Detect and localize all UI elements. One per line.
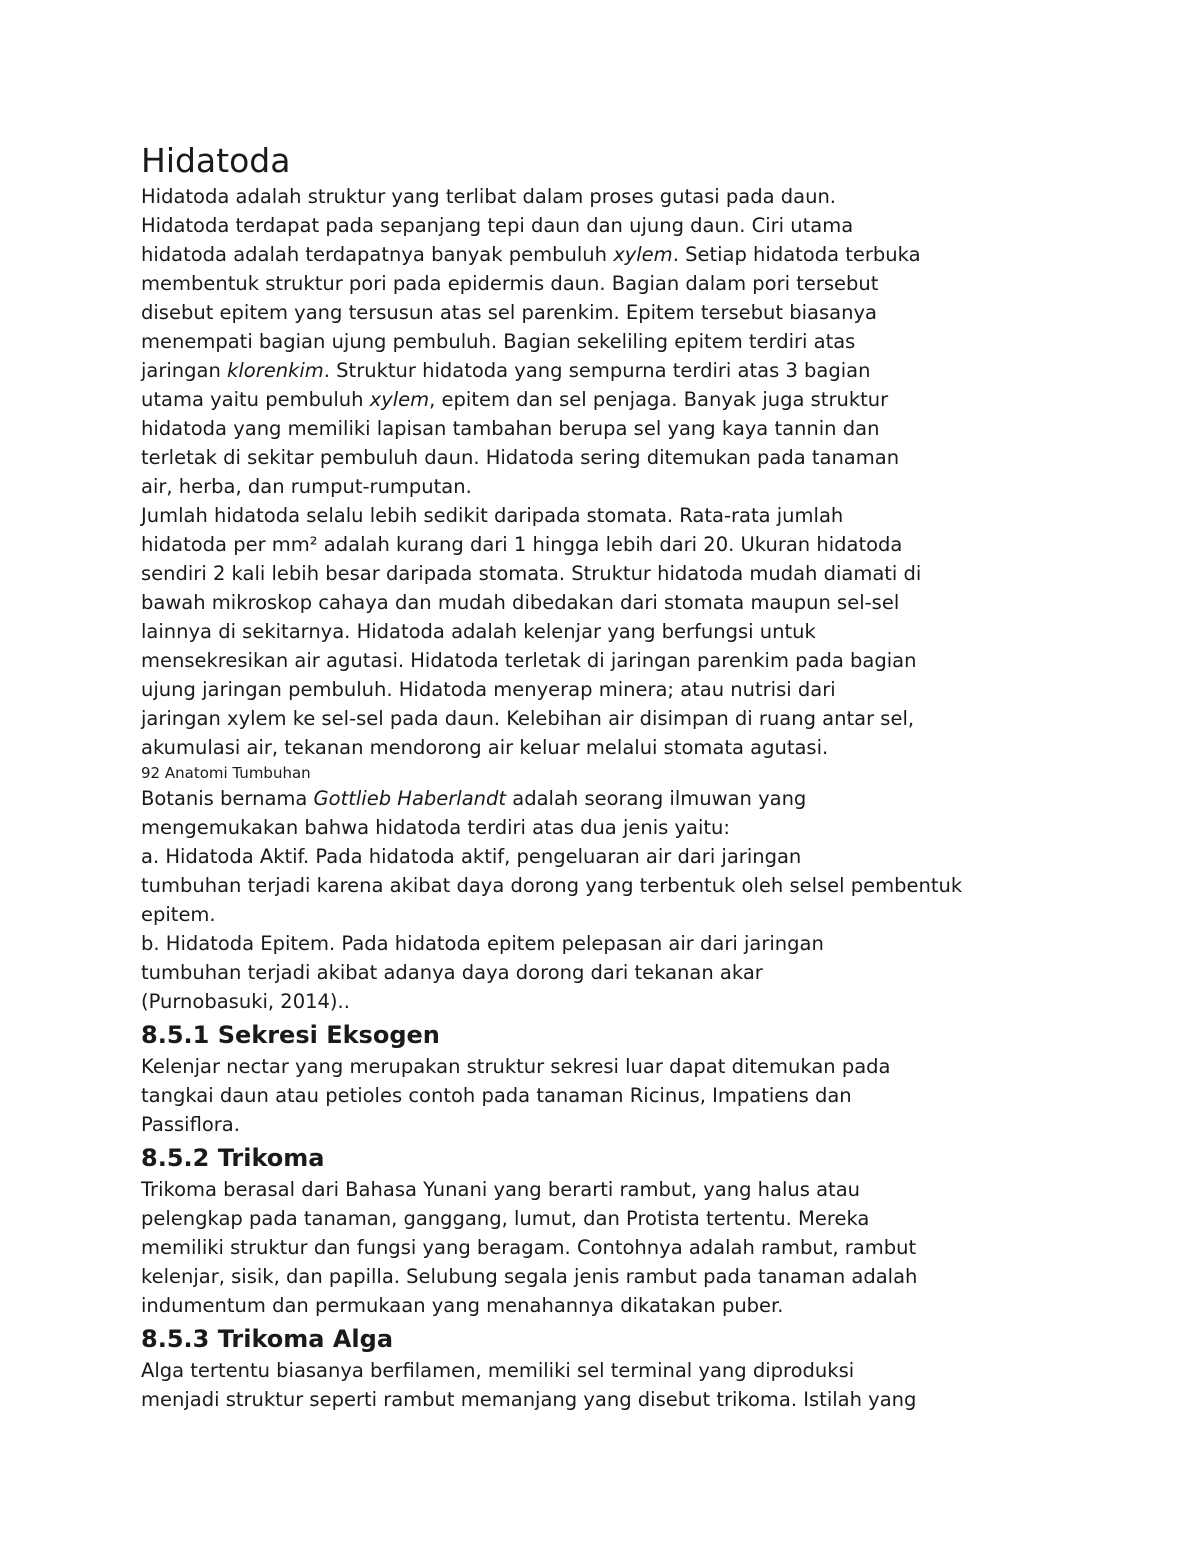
text-line: Botanis bernama Gottlieb Haberlandt adalah seorang ilmuwan yang — [141, 787, 807, 810]
section-heading: 8.5.3 Trikoma Alga — [141, 1325, 394, 1353]
text-line: mengemukakan bahwa hidatoda terdiri atas dua jenis yaitu: — [141, 816, 730, 839]
text-line: (Purnobasuki, 2014).. — [141, 990, 350, 1013]
italic-term: xylem — [369, 388, 430, 411]
section-heading: 8.5.1 Sekresi Eksogen — [141, 1021, 440, 1049]
text-line: menjadi struktur seperti rambut memanjang yang disebut trikoma. Istilah yang — [141, 1388, 917, 1411]
text-line: hidatoda adalah terdapatnya banyak pembuluh xylem. Setiap hidatoda terbuka — [141, 243, 921, 266]
text-line: Hidatoda adalah struktur yang terlibat dalam proses gutasi pada daun. — [141, 185, 837, 208]
text-line: menempati bagian ujung pembuluh. Bagian sekeliling epitem terdiri atas — [141, 330, 856, 353]
text-line: kelenjar, sisik, dan papilla. Selubung segala jenis rambut pada tanaman adalah — [141, 1265, 918, 1288]
italic-term: Gottlieb Haberlandt — [313, 787, 507, 810]
text-line: ujung jaringan pembuluh. Hidatoda menyerap minera; atau nutrisi dari — [141, 678, 836, 701]
document-page — [141, 140, 1061, 1414]
text-line: disebut epitem yang tersusun atas sel parenkim. Epitem tersebut biasanya — [141, 301, 877, 324]
section-trikoma — [141, 1141, 1061, 1320]
text-line: terletak di sekitar pembuluh daun. Hidatoda sering ditemukan pada tanaman — [141, 446, 900, 469]
text-line: hidatoda yang memiliki lapisan tambahan berupa sel yang kaya tannin dan — [141, 417, 880, 440]
paragraph-hidatoda-types — [141, 784, 1061, 1016]
italic-term: klorenkim — [227, 359, 324, 382]
text-line: epitem. — [141, 903, 216, 926]
text-line: jaringan xylem ke sel-sel pada daun. Kelebihan air disimpan di ruang antar sel, — [141, 707, 915, 730]
text-line: jaringan klorenkim. Struktur hidatoda yang sempurna terdiri atas 3 bagian — [141, 359, 871, 382]
running-footer: 92 Anatomi Tumbuhan — [141, 764, 311, 782]
text-line: Jumlah hidatoda selalu lebih sedikit daripada stomata. Rata-rata jumlah — [141, 504, 844, 527]
italic-term: xylem — [613, 243, 673, 266]
text-line: Trikoma berasal dari Bahasa Yunani yang berarti rambut, yang halus atau — [141, 1178, 860, 1201]
text-line: membentuk struktur pori pada epidermis daun. Bagian dalam pori tersebut — [141, 272, 879, 295]
text-line: indumentum dan permukaan yang menahannya dikatakan puber. — [141, 1294, 784, 1317]
section-trikoma-alga — [141, 1322, 1061, 1414]
text-line: b. Hidatoda Epitem. Pada hidatoda epitem pelepasan air dari jaringan — [141, 932, 824, 955]
text-line: tumbuhan terjadi karena akibat daya dorong yang terbentuk oleh selsel pembentuk — [141, 874, 963, 897]
text-line: memiliki struktur dan fungsi yang beragam. Contohnya adalah rambut, rambut — [141, 1236, 917, 1259]
text-line: Passiflora. — [141, 1113, 240, 1136]
text-line: Alga tertentu biasanya berfilamen, memiliki sel terminal yang diproduksi — [141, 1359, 855, 1382]
text-line: akumulasi air, tekanan mendorong air keluar melalui stomata agutasi. — [141, 736, 829, 759]
section-sekresi-eksogen — [141, 1018, 1061, 1139]
text-line: sendiri 2 kali lebih besar daripada stomata. Struktur hidatoda mudah diamati di — [141, 562, 922, 585]
text-line: tumbuhan terjadi akibat adanya daya dorong dari tekanan akar — [141, 961, 763, 984]
text-line: Kelenjar nectar yang merupakan struktur sekresi luar dapat ditemukan pada — [141, 1055, 891, 1078]
text-line: a. Hidatoda Aktif. Pada hidatoda aktif, pengeluaran air dari jaringan — [141, 845, 802, 868]
text-line: air, herba, dan rumput-rumputan. — [141, 475, 472, 498]
text-line: pelengkap pada tanaman, ganggang, lumut, dan Protista tertentu. Mereka — [141, 1207, 870, 1230]
text-line: lainnya di sekitarnya. Hidatoda adalah kelenjar yang berfungsi untuk — [141, 620, 816, 643]
text-line: hidatoda per mm² adalah kurang dari 1 hingga lebih dari 20. Ukuran hidatoda — [141, 533, 903, 556]
text-line: utama yaitu pembuluh xylem, epitem dan sel penjaga. Banyak juga struktur — [141, 388, 889, 411]
page-title: Hidatoda — [141, 141, 291, 180]
text-line: mensekresikan air agutasi. Hidatoda terletak di jaringan parenkim pada bagian — [141, 649, 917, 672]
section-heading: 8.5.2 Trikoma — [141, 1144, 325, 1172]
text-line: bawah mikroskop cahaya dan mudah dibedakan dari stomata maupun sel-sel — [141, 591, 900, 614]
paragraph-hidatoda-intro — [141, 182, 1061, 501]
text-line: Hidatoda terdapat pada sepanjang tepi daun dan ujung daun. Ciri utama — [141, 214, 854, 237]
text-line: tangkai daun atau petioles contoh pada tanaman Ricinus, Impatiens dan — [141, 1084, 852, 1107]
paragraph-hidatoda-count — [141, 501, 1061, 762]
